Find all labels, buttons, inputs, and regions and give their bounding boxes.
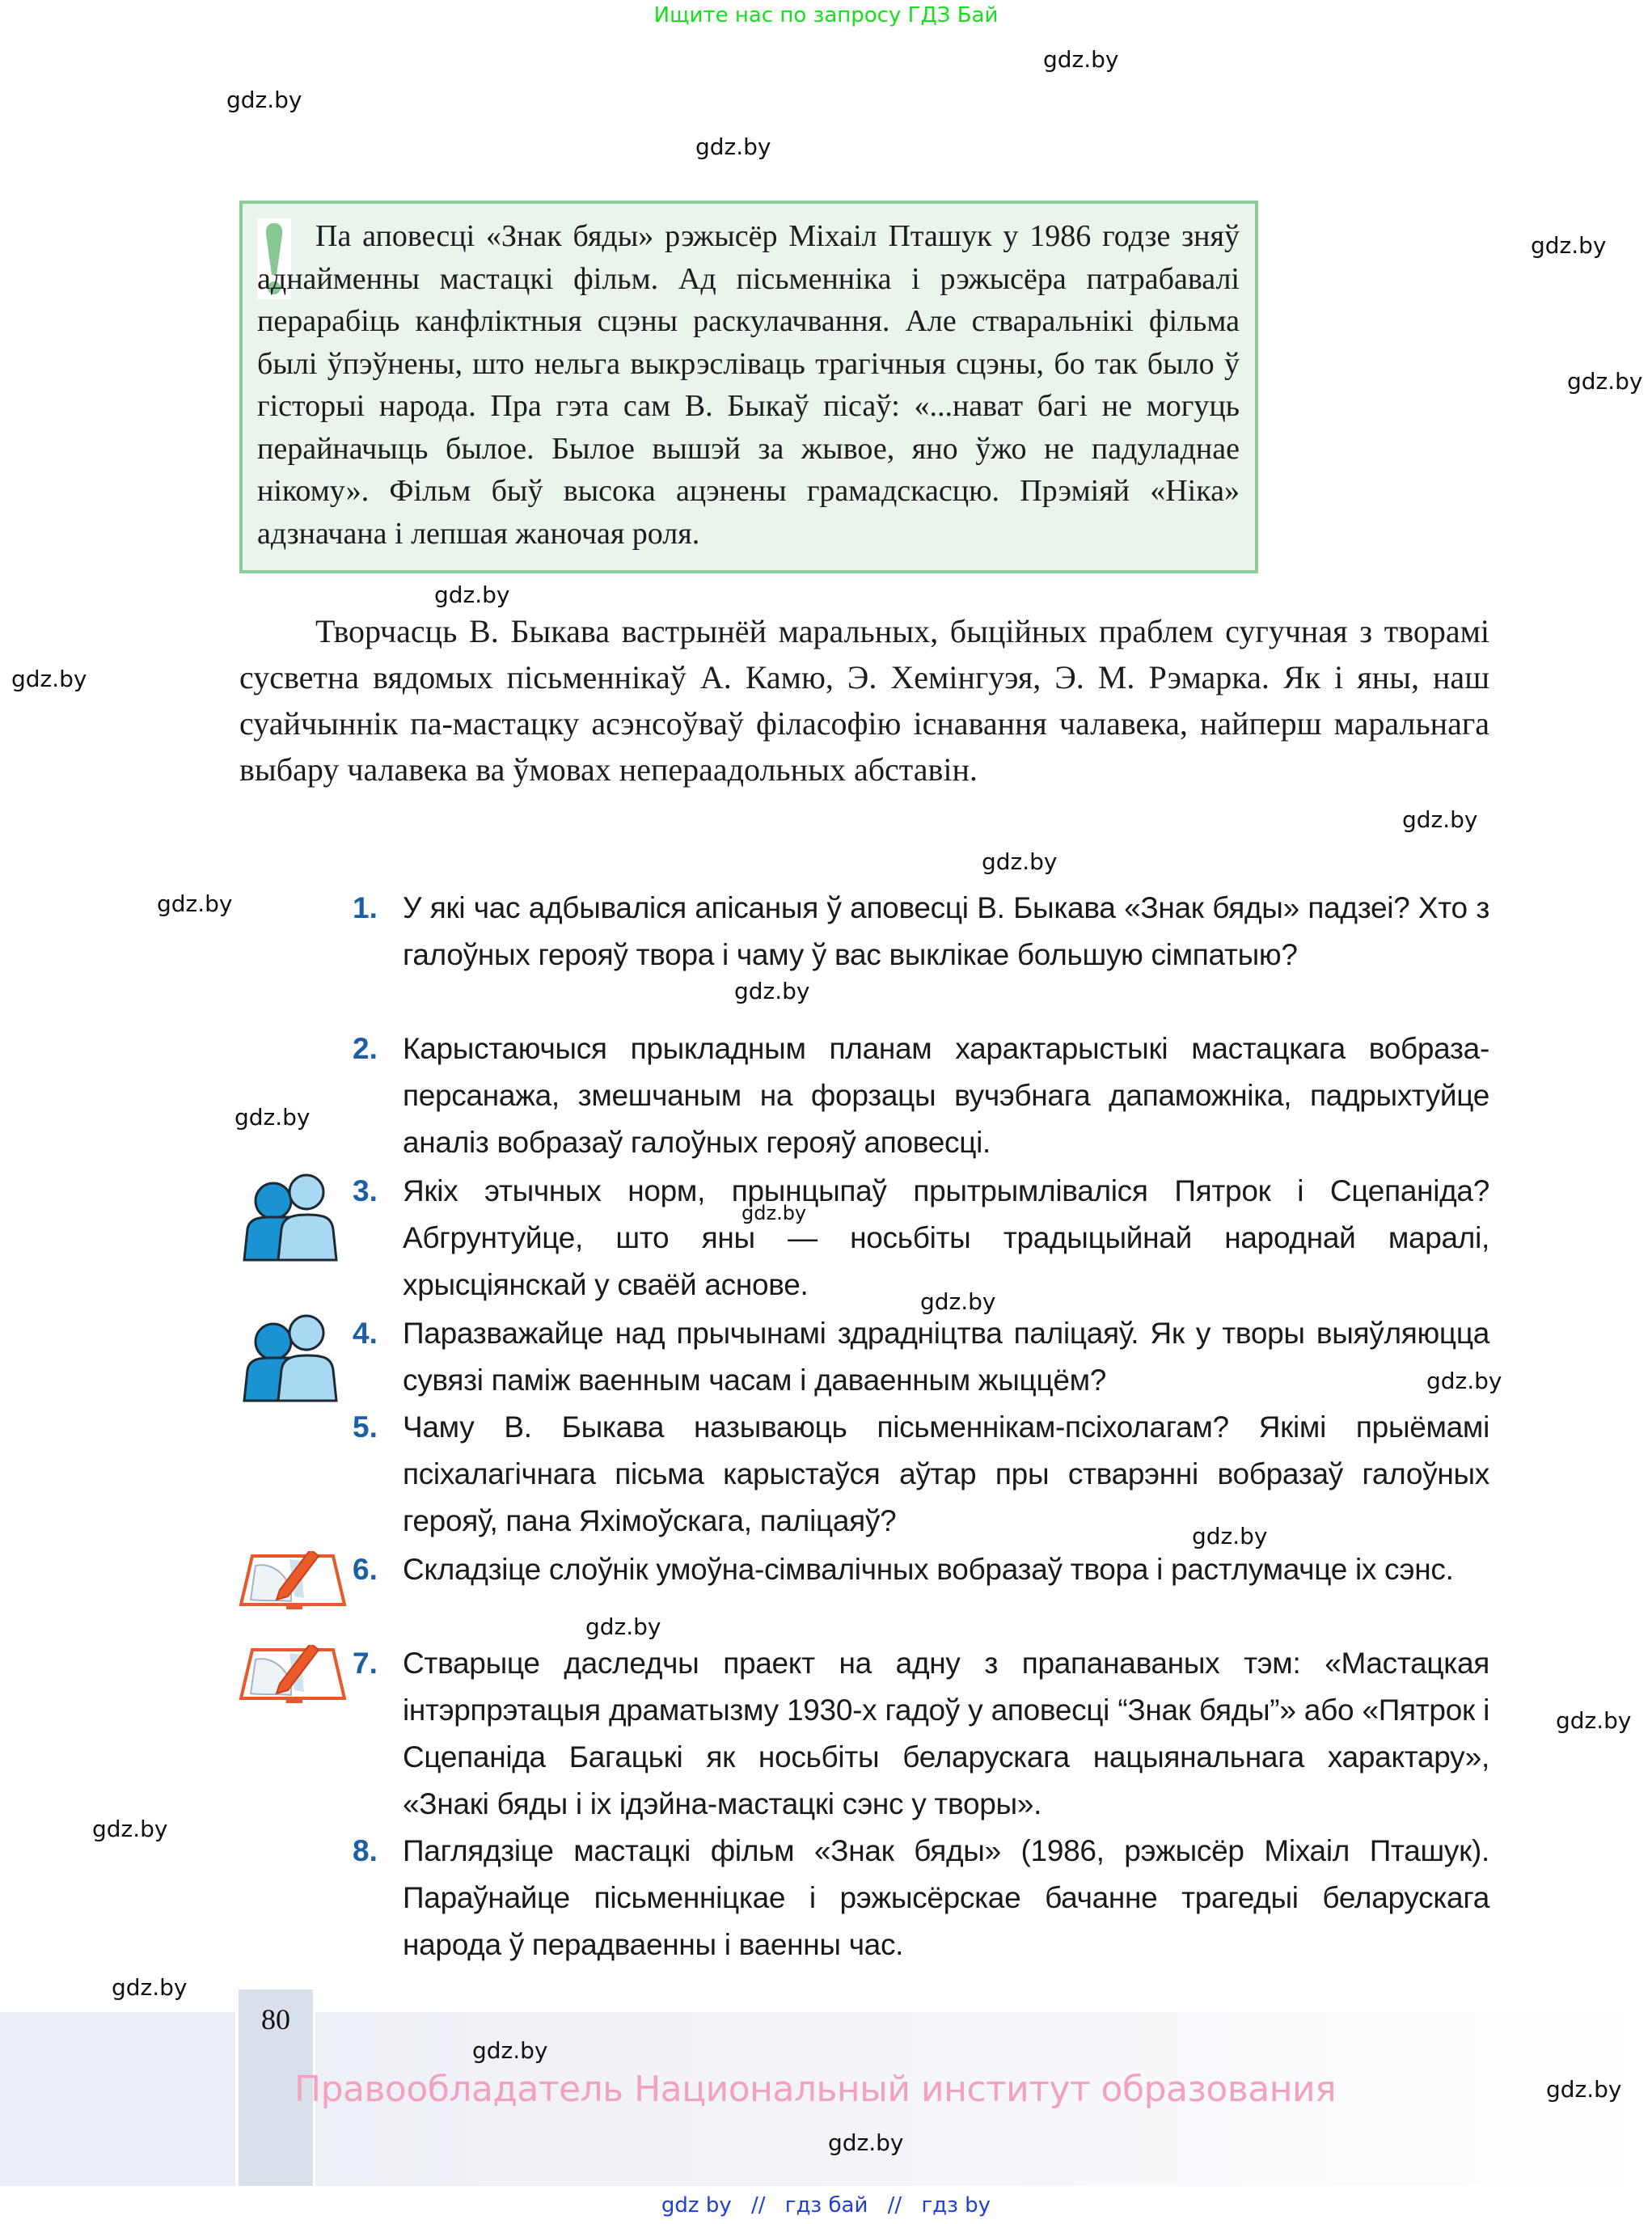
watermark: gdz.by: [585, 1613, 661, 1640]
search-banner: Ищите нас по запросу ГДЗ Бай: [653, 3, 999, 27]
question-item: [353, 1168, 1489, 1309]
watermark: gdz.by: [1546, 2076, 1622, 2103]
question-text: Якіх этычных норм, прынцыпаў прытрымліваліся Пятрок і Сцепаніда? Абгрунтуйце, што яны — носьбіты традыцыйнай народнай маралі, хрысціянскай у сваёй аснове.: [403, 1174, 1489, 1301]
written-task-icon: [238, 1551, 347, 1616]
watermark: gdz.by: [1556, 1707, 1632, 1734]
question-item: [353, 1404, 1489, 1545]
link-gdz-by[interactable]: gdz by: [661, 2193, 732, 2218]
watermark: gdz.by: [920, 1288, 996, 1315]
watermark: gdz.by: [1426, 1368, 1502, 1394]
link-separator: //: [751, 2193, 766, 2218]
note-box: [239, 201, 1258, 573]
written-task-icon: [238, 1645, 347, 1710]
watermark: gdz.by: [741, 1202, 807, 1224]
watermark: gdz.by: [434, 581, 510, 608]
question-number: 5.: [353, 1410, 378, 1444]
watermark: gdz.by: [1402, 806, 1478, 833]
watermark: gdz.by: [1192, 1523, 1268, 1550]
question-number: 7.: [353, 1647, 378, 1680]
pair-work-icon: [238, 1313, 343, 1406]
watermark: gdz.by: [1531, 232, 1607, 259]
question-item: [353, 1546, 1489, 1593]
page-number: 80: [261, 2003, 290, 2036]
question-text: Чаму В. Быкава называюць пісьменнікам-псіхолагам? Якімі прыёмамі псіхалагічнага пісьма карыстаўся аўтар пры стварэнні вобразаў галоўных герояў, пана Яхімоўскага, паліцаяў?: [403, 1410, 1489, 1537]
note-text: Па аповесці «Знак бяды» рэжысёр Міхаіл Пташук у 1986 годзе зняў аднайменны мастацкі фільм. Ад пісьменніка і рэжысёра патрабавалі перарабіць канфліктныя сцэны раскулачвання. Але стваральнікі фільма былі ўпэўнены, што нельга выкрэсліваць трагічныя сцэны, бо так было ў гісторыі народа. Пра гэта сам В. Быкаў пісаў: «...нават багі не могуць перайначыць былое. Былое вышэй за жывое, яно ўжо не падуладнае нікому». Фільм быў высока ацэнены грамадскасцю. Прэміяй «Ніка» адзначана і лепшая жаночая роля.: [257, 219, 1240, 551]
footer-band: [0, 2012, 235, 2186]
question-number: 3.: [353, 1174, 378, 1207]
question-text: Паглядзіце мастацкі фільм «Знак бяды» (1986, рэжысёр Міхаіл Пташук). Параўнайце пісьменніцкае і рэжысёрскае бачанне трагедыі беларускага народа ў перадваенны і ваенны час.: [403, 1834, 1489, 1961]
question-text: Стварыце даследчы праект на адну з прапанаваных тэм: «Мастацкая інтэрпрэтацыя драматызму 1930-х гадоў у аповесці “Знак бяды”» або «Пятрок і Сцепаніда Багацькі як носьбіты беларускага нацыянальнага характару», «Знакі бяды і іх ідэйна-мастацкі сэнс у творы».: [403, 1647, 1489, 1820]
main-paragraph: Творчасць В. Быкава вастрынёй маральных, быційных праблем сугучная з творамі сусветна вядомых пісьменнікаў А. Камю, Э. Хемінгуэя, Э. М. Рэмарка. Як і яны, наш суайчыннік па-мастацку асэнсоўваў філасофію існавання чалавека, найперш маральнага выбару чалавека ва ўмовах неперaадольных абставін.: [239, 613, 1489, 788]
question-item: [353, 1025, 1489, 1166]
watermark: gdz.by: [982, 848, 1058, 875]
question-number: 8.: [353, 1834, 378, 1867]
question-item: [353, 1310, 1489, 1404]
question-item: [353, 1640, 1489, 1828]
question-item: [353, 1828, 1489, 1968]
question-text: У які час адбываліся апісаныя ў аповесці В. Быкава «Знак бяды» падзеі? Хто з галоўных герояў твора і чаму ў вас выклікае большую сімпатыю?: [403, 891, 1489, 971]
watermark: gdz.by: [472, 2037, 548, 2064]
question-item: [353, 885, 1489, 979]
question-text: Карыстаючыся прыкладным планам характарыстыкі мастацкага вобраза-персанажа, змешчаным на форзацы вучэбнага дапаможніка, падрыхтуйце аналіз вобразаў галоўных герояў аповесці.: [403, 1032, 1489, 1159]
question-text: Складзіце слоўнік умоўна-сімвалічных вобразаў твора і растлумачце іх сэнс.: [403, 1553, 1454, 1586]
watermark: gdz.by: [11, 666, 87, 692]
watermark: gdz.by: [1567, 368, 1643, 395]
pair-work-icon: [238, 1173, 343, 1266]
copyright-notice: Правообладатель Национальный институт образования: [294, 2069, 1337, 2110]
watermark: gdz.by: [1043, 46, 1119, 73]
question-number: 4.: [353, 1317, 378, 1350]
bottom-links: [0, 2193, 1652, 2218]
watermark: gdz.by: [226, 87, 302, 113]
watermark: gdz.by: [112, 1974, 188, 2001]
watermark: gdz.by: [234, 1104, 311, 1131]
question-text: Паразважайце над прычынамі здрадніцтва паліцаяў. Як у творы выяўляюцца сувязі паміж ваенным часам і даваенным жыццём?: [403, 1317, 1489, 1397]
question-number: 1.: [353, 891, 378, 924]
watermark: gdz.by: [695, 133, 771, 160]
watermark: gdz.by: [734, 978, 810, 1004]
watermark: gdz.by: [157, 890, 233, 917]
question-number: 2.: [353, 1032, 378, 1065]
watermark: gdz.by: [828, 2129, 904, 2156]
watermark: gdz.by: [92, 1816, 168, 1842]
link-gdz-by-cyr[interactable]: гдз by: [921, 2193, 991, 2218]
link-gdz-bai[interactable]: гдз бай: [784, 2193, 868, 2218]
link-separator: //: [887, 2193, 902, 2218]
question-number: 6.: [353, 1553, 378, 1586]
